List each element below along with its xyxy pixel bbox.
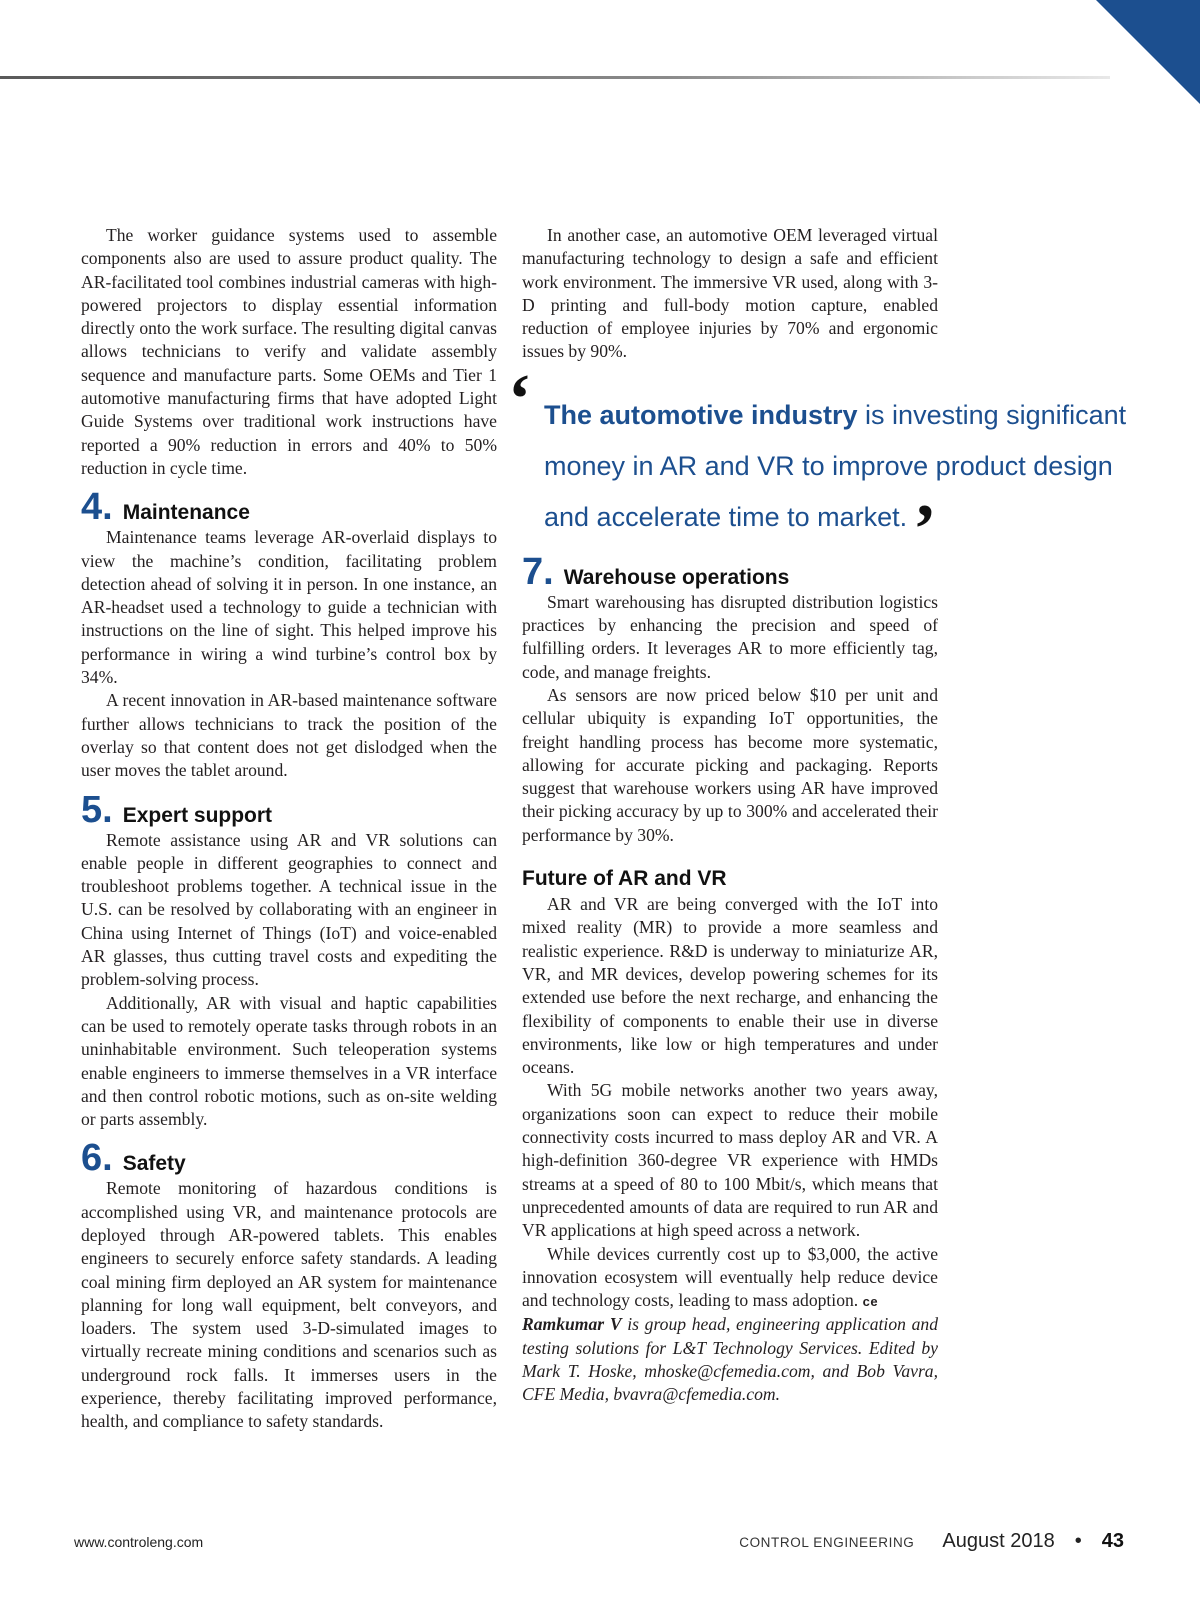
open-quote-mark: ‘ [508,360,532,438]
right-column [508,224,1127,1407]
footer-right [739,1530,1124,1553]
author-name: Ramkumar V [522,1314,622,1335]
body-paragraph: As sensors are now priced below $10 per unit and cellular ubiquity is expanding IoT opportunities, the freight handling process has become more systematic, allowing for accurate picking and packaging. Reports suggest that warehouse workers using AR have improved their picking accuracy by up to 300% and accelerated their performance by 30%. [522,684,938,845]
section-number: 7. [522,550,554,593]
close-quote-mark: ’ [913,490,937,568]
body-paragraph-final [522,1243,938,1314]
header-rule [0,76,1110,79]
future-heading: Future of AR and VR [522,867,727,891]
body-paragraph: Remote monitoring of hazardous conditions is accomplished using VR, and maintenance protocols are deployed through AR-powered tablets. This enables engineers to securely enforce safety standards. A leading coal mining firm deployed an AR system for maintenance planning for long wall equipment, belt conveyors, and loaders. The system used 3-D-simulated images to virtually recreate mining conditions and scenarios such as underground rock falls. It immerses users in the experience, thereby facilitating improved performance, health, and compliance to safety standards. [81,1178,497,1432]
publication-name: CONTROL ENGINEERING [739,1535,915,1550]
body-paragraph: With 5G mobile networks another two years away, organizations soon can expect to reduce their mobile connectivity costs incurred to mass deploy AR and VR. A high-definition 360-degree VR experience with HMDs streams at a speed of 80 to 100 Mbit/s, which means that unprecedented amounts of data are required to run AR and VR applications at high speed across a network. [522,1080,938,1241]
body-paragraph: Additionally, AR with visual and haptic capabilities can be used to remotely operate tasks through robots in an uninhabitable environment. Such teleoperation systems enable engineers to immerse themselves in a VR interface and then control robotic motions, such as on-site welding or parts assembly. [81,992,497,1130]
section-number: 6. [81,1137,113,1180]
issue-date: August 2018 [942,1530,1055,1552]
section-title: Maintenance [122,501,250,525]
author-bio [522,1313,938,1406]
author-bio-text: is group head, engineering application and testing solutions for L&T Technology Services. Edited by Mark T. Hoske, mhoske@cfemedia.com, and Bob Vavra, CFE Media, bvavra@cfemedia.com. [522,1314,938,1405]
section-title: Safety [122,1152,186,1176]
body-paragraph: A recent innovation in AR-based maintenance software further allows technicians to track the position of the overlay so that content does not get dislodged when the user moves the tablet around. [81,690,497,781]
pull-quote-text: is investing significant money in AR and VR to improve product design and accelerate time to market. [544,399,1127,532]
section-title: Warehouse operations [563,565,790,589]
intro-paragraph-left: The worker guidance systems used to assemble components also are used to assure product quality. The AR-facilitated tool combines industrial cameras with high-powered projectors to display essential information directly onto the work surface. The resulting digital canvas allows technicians to verify and validate assembly sequence and manufacture parts. Some OEMs and Tier 1 automotive manufacturing firms that have adopted Light Guide Systems over traditional work instructions have reported a 90% reduction in errors and 40% to 50% reduction in cycle time. [81,225,497,478]
website-link[interactable]: www.controleng.com [74,1534,204,1550]
pull-quote-lead: The automotive industry [544,399,858,430]
body-paragraph: Maintenance teams leverage AR-overlaid displays to view the machine’s condition, facilitating problem detection ahead of solving it in person. In one instance, an AR-headset used a technology to guide a technician with instructions on the line of sight. This helped improve his performance in wiring a wind turbine’s control box by 34%. [81,527,497,688]
end-mark: ce [862,1294,879,1310]
body-paragraph: Remote assistance using AR and VR solutions can enable people in different geographies to connect and troubleshoot problems together. A technical issue in the U.S. can be resolved by collaborating with an engineer in China using Internet of Things (IoT) and voice-enabled AR glasses, thus cutting travel costs and expediting the problem-solving process. [81,829,497,990]
left-column [81,224,497,1434]
intro-paragraph-right: In another case, an automotive OEM leveraged virtual manufacturing technology to design a safe and efficient work environment. The immersive VR used, along with 3-D printing and full-body motion capture, enabled reduction of employee injuries by 70% and ergonomic issues by 90%. [522,225,938,362]
corner-accent [1096,0,1200,104]
section-heading-safety [81,1137,497,1180]
pull-quote [508,360,1140,568]
page-footer [74,1530,1124,1560]
section-heading-expert-support [81,788,497,831]
final-paragraph-text: While devices currently cost up to $3,000, the active innovation ecosystem will eventually help reduce device and technology costs, leading to mass adoption. [522,1243,938,1311]
section-title: Expert support [122,803,273,827]
page-number: 43 [1101,1530,1124,1552]
body-paragraph: Smart warehousing has disrupted distribution logistics practices by enhancing the precision and speed of fulfilling orders. It leverages AR to more efficiently tag, code, and manage freights. [522,591,938,682]
section-number: 4. [81,486,113,529]
footer-separator: • [1074,1530,1082,1552]
section-heading-warehouse [522,550,938,593]
section-heading-maintenance [81,486,497,529]
section-number: 5. [81,788,113,831]
body-paragraph: AR and VR are being converged with the IoT into mixed reality (MR) to provide a more seamless and realistic experience. R&D is underway to miniaturize AR, VR, and MR devices, develop powering schemes for its extended use before the next recharge, and enhancing the flexibility of components to enable their use in diverse environments, like low or high temperatures and under oceans. [522,894,938,1078]
